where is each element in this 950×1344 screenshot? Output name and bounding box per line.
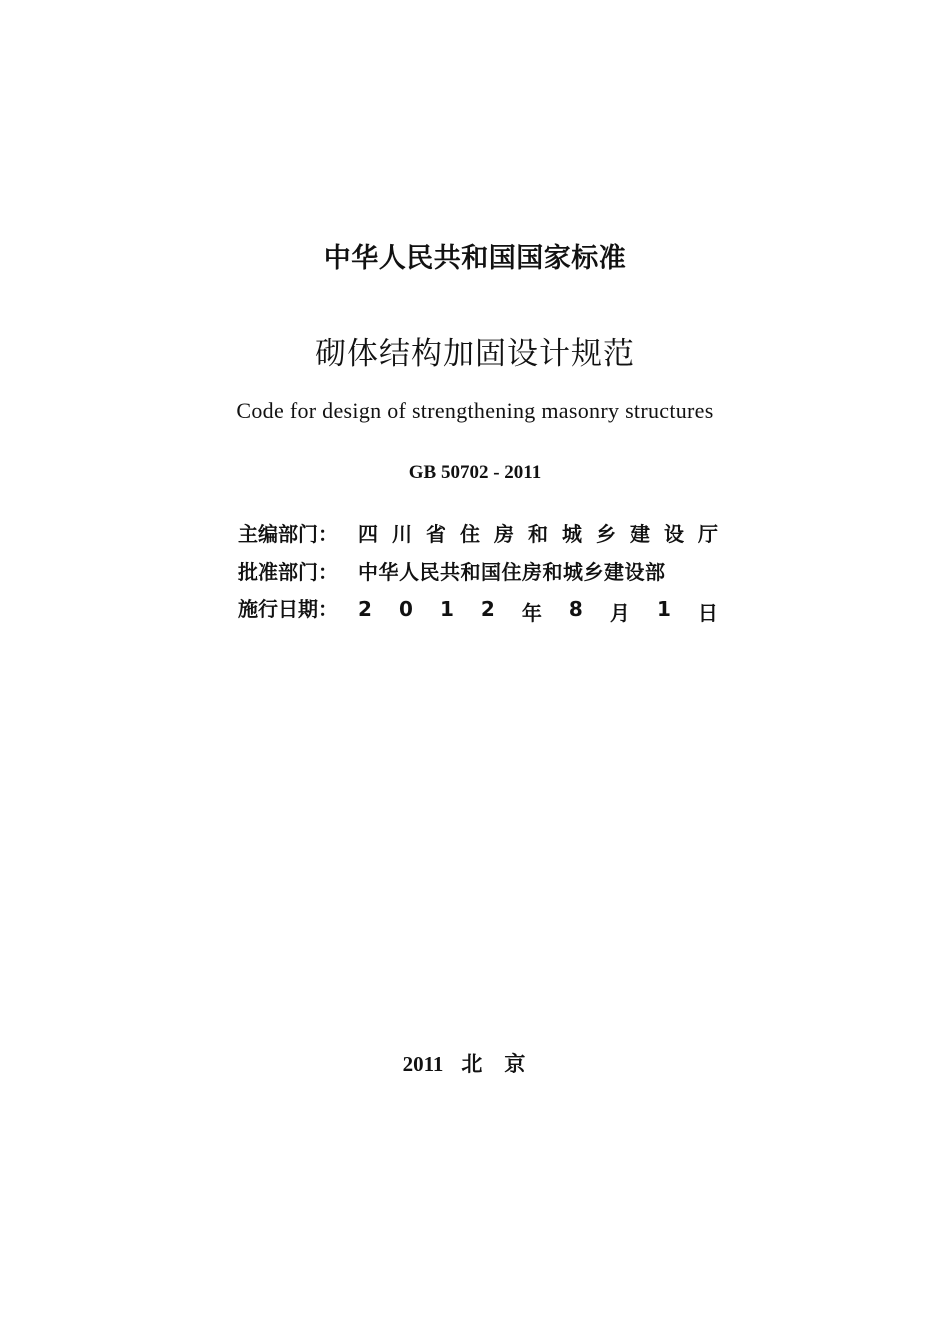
chief-department-row <box>238 518 718 547</box>
effective-date-char: 1 <box>439 597 454 621</box>
approving-department-value: 中华人民共和国住房和城乡建设部 <box>358 560 666 584</box>
chief-department-char: 乡 <box>596 522 616 546</box>
effective-date-char: 2 <box>480 597 495 621</box>
effective-date-value <box>358 597 718 626</box>
chief-department-char: 省 <box>426 522 446 546</box>
standard-series-heading: 中华人民共和国国家标准 <box>323 243 627 274</box>
chief-department-char: 川 <box>392 522 412 546</box>
imprint-city: 北京 <box>461 1052 548 1076</box>
imprint-year: 2011 <box>402 1052 444 1076</box>
title-english: Code for design of strengthening masonry structures <box>236 398 714 423</box>
chief-department-char: 住 <box>460 522 480 546</box>
effective-date-char: 日 <box>697 601 718 625</box>
chief-department-char: 建 <box>630 522 650 546</box>
effective-date-row <box>238 593 718 626</box>
chief-department-char: 设 <box>664 522 684 546</box>
chief-department-char: 四 <box>358 522 378 546</box>
effective-date-char: 年 <box>521 601 542 625</box>
title-chinese: 砌体结构加固设计规范 <box>315 336 635 372</box>
chief-department-label: 主编部门： <box>238 522 338 546</box>
effective-date-char: 8 <box>568 597 583 621</box>
publication-imprint <box>0 1048 950 1078</box>
approving-department-row <box>238 556 718 585</box>
effective-date-char: 1 <box>656 597 671 621</box>
standard-code: GB 50702 - 2011 <box>408 462 542 483</box>
chief-department-char: 厅 <box>698 522 718 546</box>
chief-department-value <box>358 518 718 547</box>
chief-department-char: 城 <box>562 522 582 546</box>
effective-date-char: 2 <box>358 597 372 621</box>
chief-department-char: 房 <box>494 522 514 546</box>
effective-date-char: 0 <box>398 597 413 621</box>
chief-department-char: 和 <box>528 522 548 546</box>
effective-date-char: 月 <box>609 601 630 625</box>
approving-department-label: 批准部门： <box>238 560 338 584</box>
effective-date-label: 施行日期： <box>238 597 338 621</box>
